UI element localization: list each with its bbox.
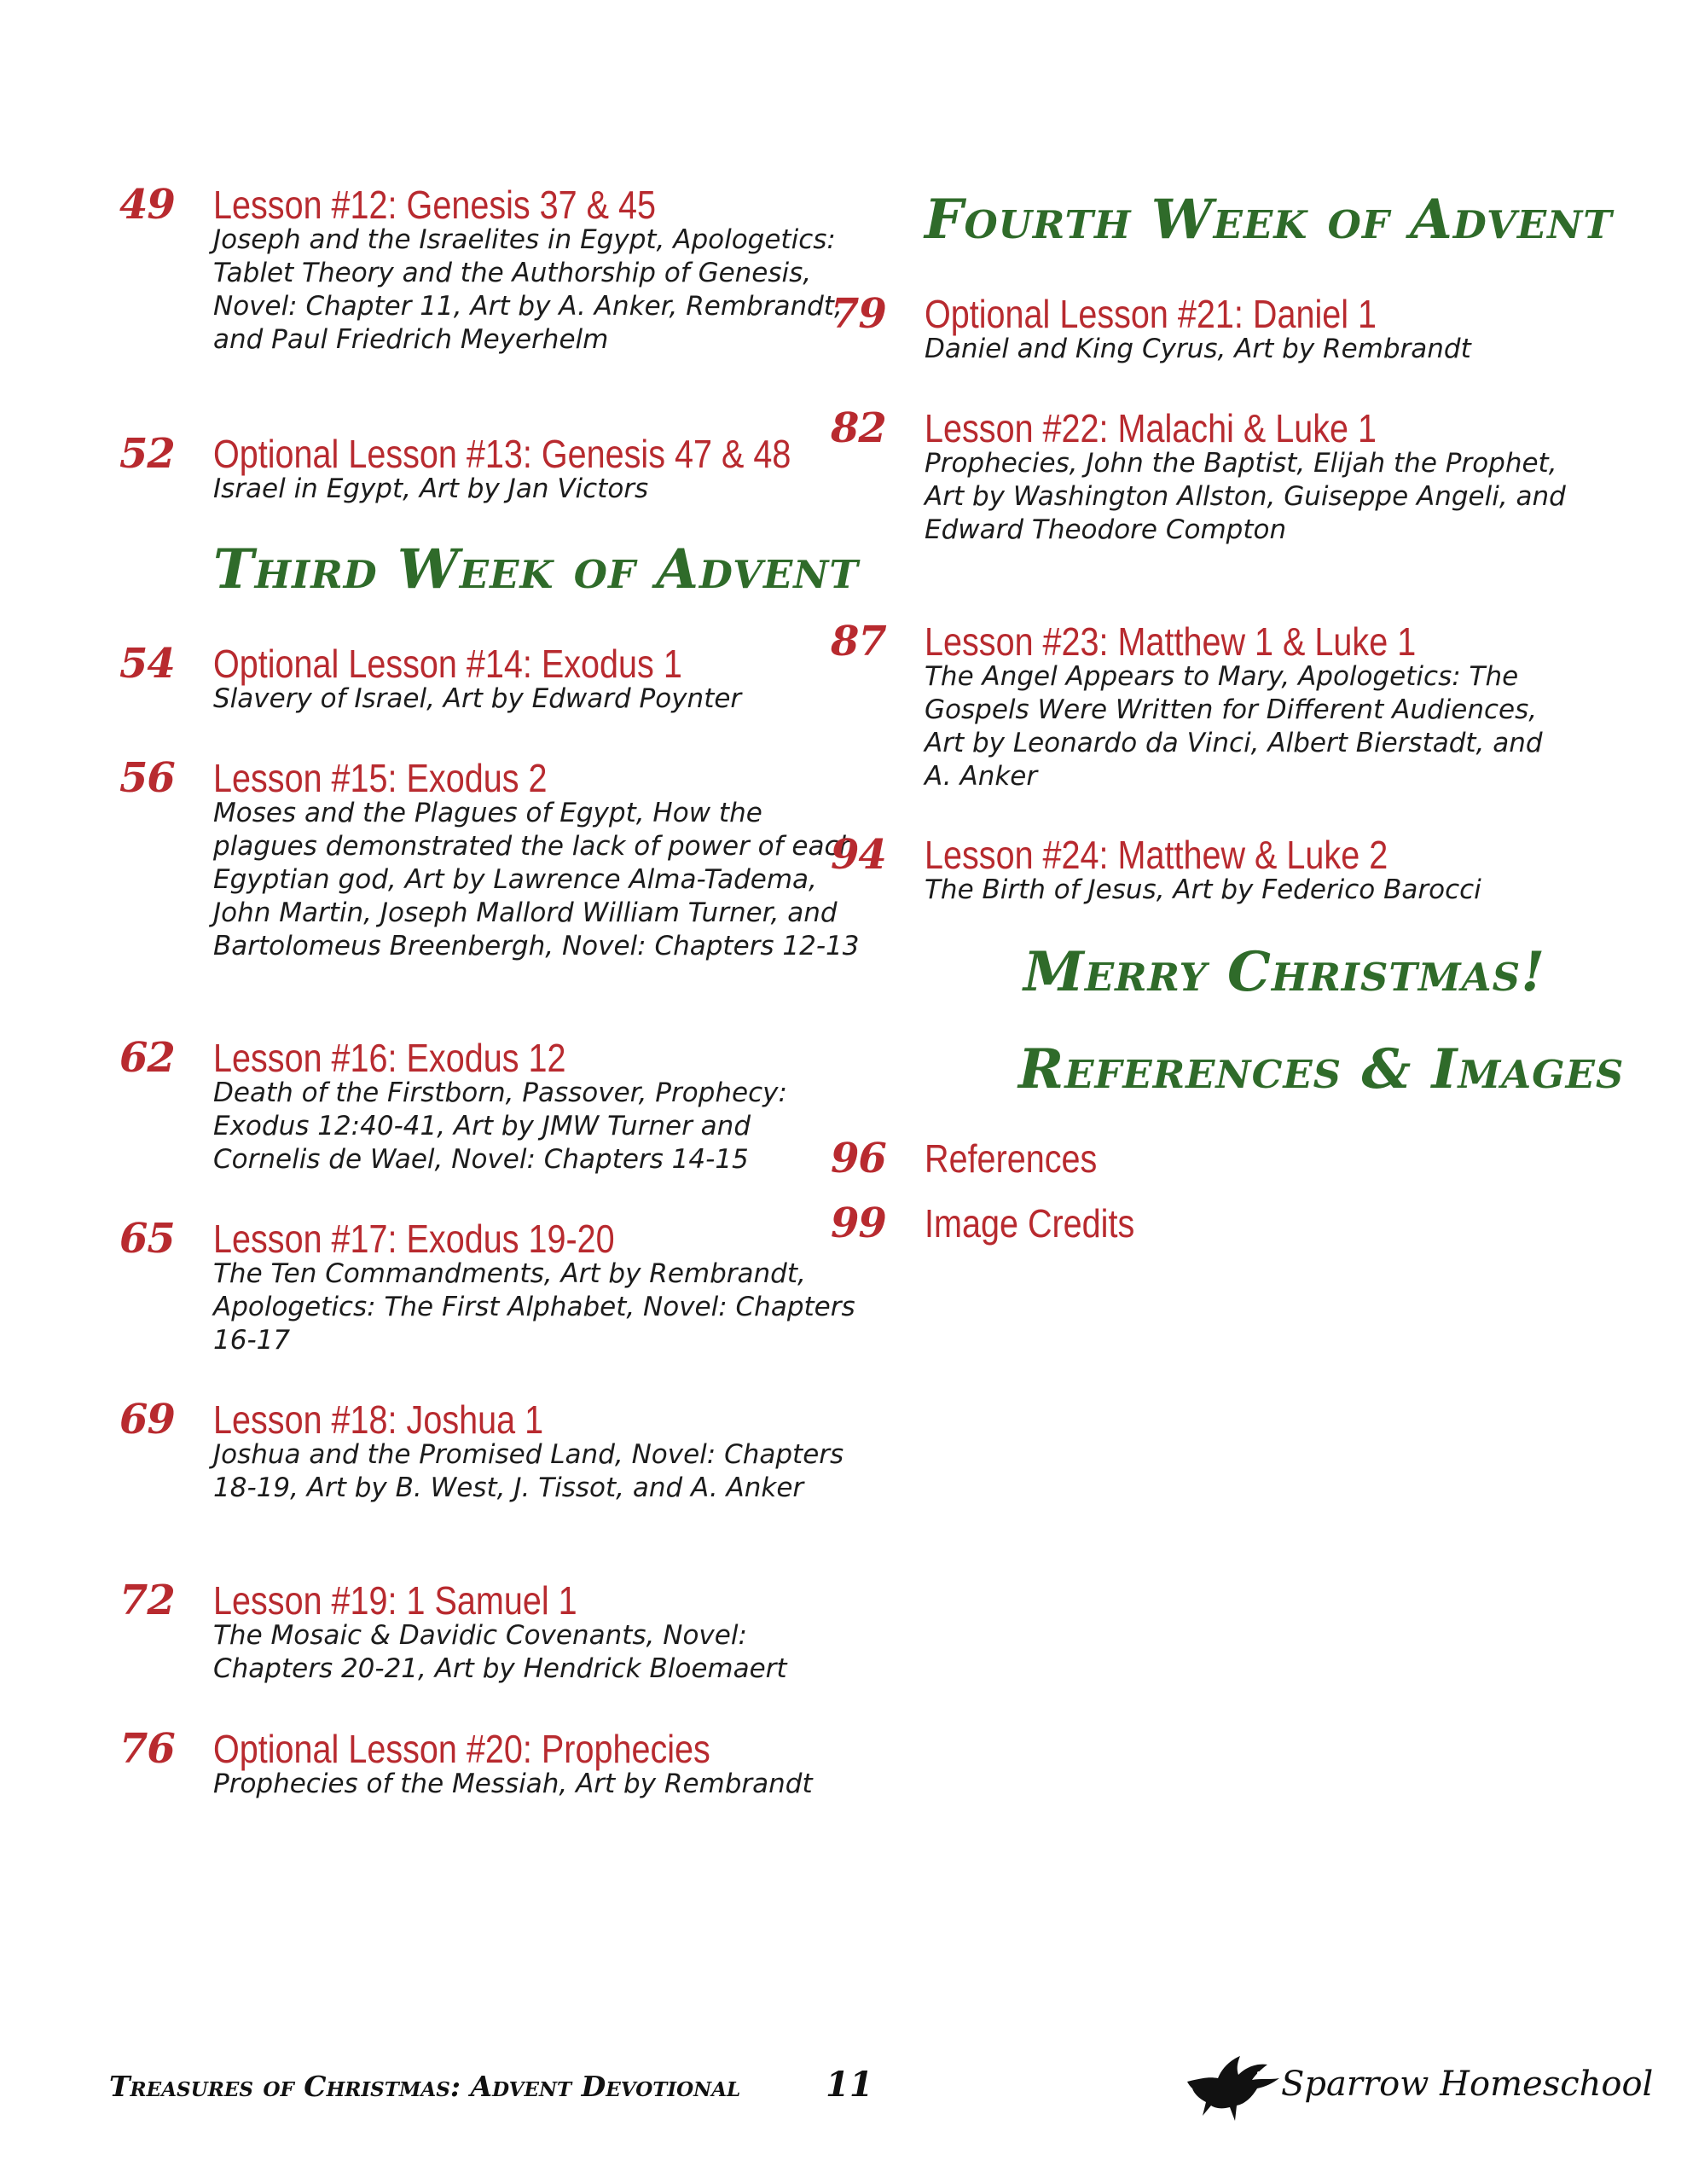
brand-logo (1184, 2053, 1654, 2129)
lesson-title: References (925, 1136, 1098, 1181)
lesson-description: Prophecies of the Messiah, Art by Rembrandt (213, 1769, 813, 1799)
lesson-title: Optional Lesson #20: Prophecies (213, 1727, 710, 1771)
lesson-title: Lesson #23: Matthew 1 & Luke 1 (925, 619, 1417, 664)
page-number: 99 (831, 1199, 886, 1247)
sparrow-bird-icon (1184, 2053, 1286, 2126)
lesson-description: Moses and the Plagues of Egypt, How the plagues demonstrated the lack of power of each Egyptian god, Art by Lawrence Alma-Tadema, John Martin, Joseph Mallord William Turner, and Bartolomeus Breenbergh, Novel: Chapters 12-13 (213, 798, 860, 961)
lesson-title: Lesson #17: Exodus 19-20 (213, 1217, 615, 1261)
merry-christmas-heading: Merry Christmas! (1023, 940, 1546, 1004)
book-title: Treasures of Christmas: Advent Devotional (109, 2070, 741, 2103)
page-number-footer: 11 (826, 2065, 873, 2105)
lesson-description: Joseph and the Israelites in Egypt, Apologetics: Tablet Theory and the Authorship of Genesis, Novel: Chapter 11, Art by A. Anker, Rembrandt, and Paul Friedrich Meyerhelm (213, 224, 843, 355)
third-week-heading: Third Week of Advent (213, 537, 859, 601)
page-number: 69 (119, 1396, 175, 1443)
page-number: 72 (119, 1577, 175, 1624)
references-heading: References & Images (1018, 1037, 1625, 1101)
page-number: 62 (119, 1034, 175, 1082)
lesson-title: Lesson #12: Genesis 37 & 45 (213, 183, 657, 227)
page-number: 52 (119, 430, 175, 478)
lesson-title: Optional Lesson #13: Genesis 47 & 48 (213, 432, 791, 476)
page-number: 54 (119, 640, 175, 688)
lesson-description: Slavery of Israel, Art by Edward Poynter (213, 683, 742, 714)
lesson-description: Israel in Egypt, Art by Jan Victors (213, 473, 649, 504)
fourth-week-heading: Fourth Week of Advent (925, 188, 1613, 252)
page-number: 79 (831, 290, 886, 338)
page-number: 94 (831, 831, 886, 879)
lesson-description: Death of the Firstborn, Passover, Prophecy: Exodus 12:40-41, Art by JMW Turner and Cornelis de Wael, Novel: Chapters 14-15 (213, 1077, 787, 1175)
page-number: 49 (119, 181, 175, 229)
page-number: 87 (831, 618, 886, 665)
lesson-title: Optional Lesson #14: Exodus 1 (213, 642, 682, 686)
page-number: 65 (119, 1215, 175, 1263)
page-number: 96 (831, 1135, 886, 1182)
page-number: 82 (831, 404, 886, 452)
lesson-title: Lesson #19: 1 Samuel 1 (213, 1578, 577, 1623)
page-number: 76 (119, 1725, 175, 1773)
lesson-description: Prophecies, John the Baptist, Elijah the Prophet, Art by Washington Allston, Guiseppe Angeli, and Edward Theodore Compton (925, 448, 1566, 545)
lesson-title: Lesson #15: Exodus 2 (213, 756, 548, 800)
lesson-description: The Mosaic & Davidic Covenants, Novel: Chapters 20-21, Art by Hendrick Bloemaert (213, 1620, 787, 1684)
lesson-title: Lesson #24: Matthew & Luke 2 (925, 833, 1388, 877)
lesson-description: The Angel Appears to Mary, Apologetics: The Gospels Were Written for Different Audiences, Art by Leonardo da Vinci, Albert Bierstadt, and A. Anker (925, 661, 1543, 792)
lesson-title: Lesson #16: Exodus 12 (213, 1036, 566, 1080)
lesson-description: The Ten Commandments, Art by Rembrandt, Apologetics: The First Alphabet, Novel: Chapters 16-17 (213, 1258, 855, 1356)
lesson-title: Optional Lesson #21: Daniel 1 (925, 292, 1377, 336)
lesson-description: The Birth of Jesus, Art by Federico Barocci (925, 874, 1481, 905)
lesson-description: Daniel and King Cyrus, Art by Rembrandt (925, 334, 1471, 364)
brand-name: Sparrow Homeschool (1281, 2065, 1654, 2104)
lesson-title: Lesson #18: Joshua 1 (213, 1397, 544, 1442)
page-number: 56 (119, 754, 175, 802)
lesson-title: Image Credits (925, 1201, 1135, 1246)
page-footer (0, 2063, 1687, 2123)
lesson-description: Joshua and the Promised Land, Novel: Chapters 18-19, Art by B. West, J. Tissot, and A. Anker (213, 1439, 844, 1503)
lesson-title: Lesson #22: Malachi & Luke 1 (925, 406, 1377, 450)
